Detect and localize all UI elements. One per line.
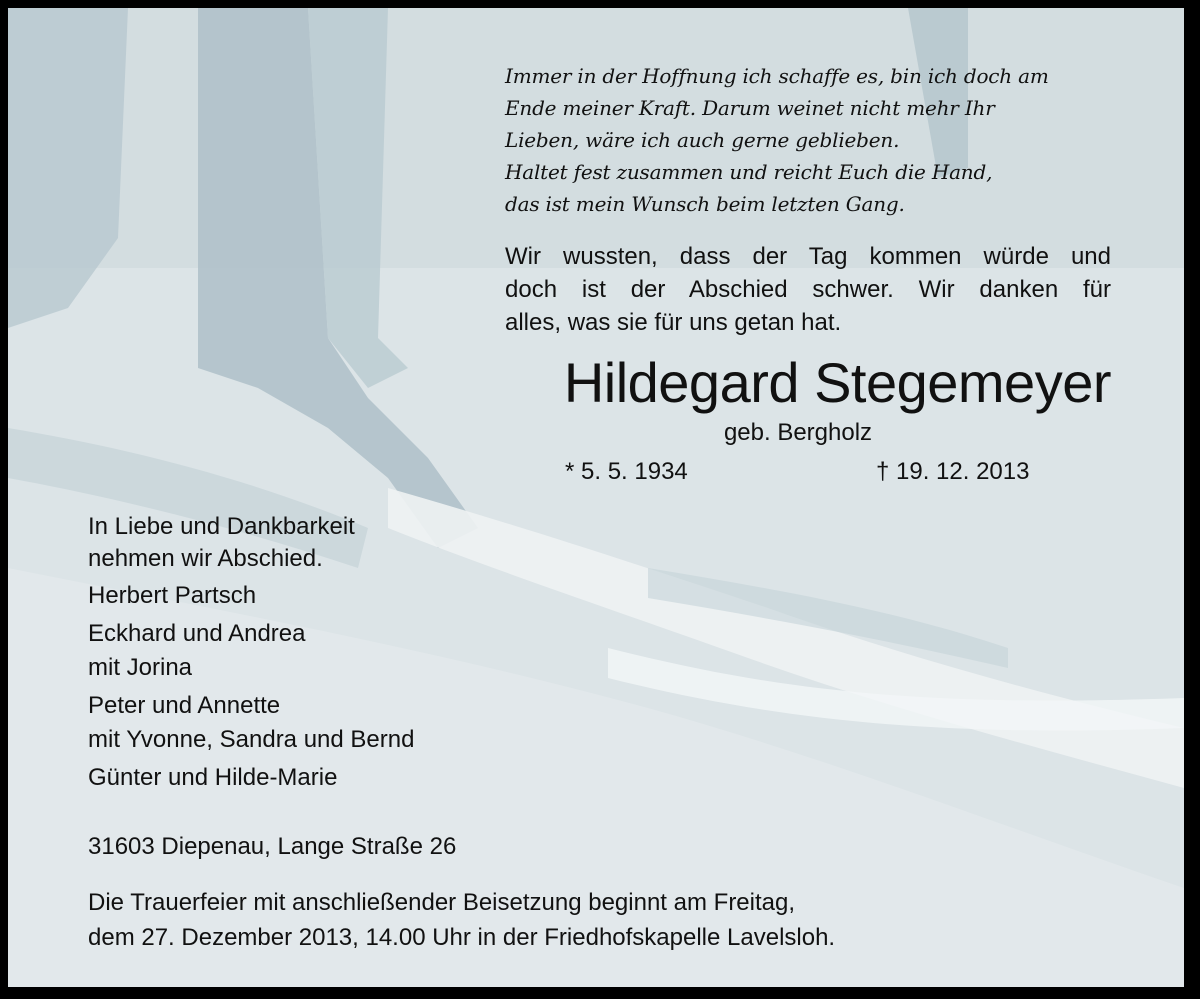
service-line: Die Trauerfeier mit anschließender Beisetzung beginnt am Freitag, — [88, 889, 796, 916]
mourner-line: Herbert Partsch — [88, 582, 257, 609]
poem-line: Lieben, wäre ich auch gerne geblieben. — [505, 128, 900, 152]
funeral-service-info — [88, 885, 835, 955]
mourner-group — [88, 761, 414, 795]
obituary-notice — [8, 8, 1184, 987]
service-line: dem 27. Dezember 2013, 14.00 Uhr in der Friedhofskapelle Lavelsloh. — [88, 924, 836, 951]
mourner-line: mit Yvonne, Sandra und Bernd — [88, 726, 415, 753]
farewell-line: Wir wussten, dass der Tag kommen würde und — [505, 243, 1111, 270]
mourners-intro — [88, 511, 414, 575]
death-date: † 19. 12. 2013 — [876, 458, 1030, 485]
intro-line: nehmen wir Abschied. — [88, 545, 323, 572]
intro-line: In Liebe und Dankbarkeit — [88, 513, 355, 540]
deceased-name: Hildegard Stegemeyer — [563, 351, 1111, 414]
poem-line: Ende meiner Kraft. Darum weinet nicht mehr Ihr — [505, 96, 995, 120]
address: 31603 Diepenau, Lange Straße 26 — [88, 833, 457, 860]
mourner-line: Peter und Annette — [88, 692, 281, 719]
mourners-list — [88, 511, 414, 795]
mourner-line: mit Jorina — [88, 654, 193, 681]
poem-line: das ist mein Wunsch beim letzten Gang. — [505, 192, 905, 216]
mourner-group — [88, 617, 414, 685]
birth-date: * 5. 5. 1934 — [565, 458, 688, 485]
mourner-line: Günter und Hilde-Marie — [88, 764, 338, 791]
poem — [505, 60, 1125, 220]
farewell-line: alles, was sie für uns getan hat. — [505, 309, 842, 336]
farewell-line: doch ist der Abschied schwer. Wir danken für — [505, 276, 1111, 303]
maiden-name: geb. Bergholz — [723, 419, 873, 446]
mourner-group — [88, 689, 414, 757]
poem-line: Haltet fest zusammen und reicht Euch die Hand, — [505, 160, 993, 184]
mourner-line: Eckhard und Andrea — [88, 620, 306, 647]
poem-line: Immer in der Hoffnung ich schaffe es, bin ich doch am — [505, 64, 1049, 88]
mourner-group — [88, 579, 414, 613]
farewell-text — [505, 240, 1111, 339]
